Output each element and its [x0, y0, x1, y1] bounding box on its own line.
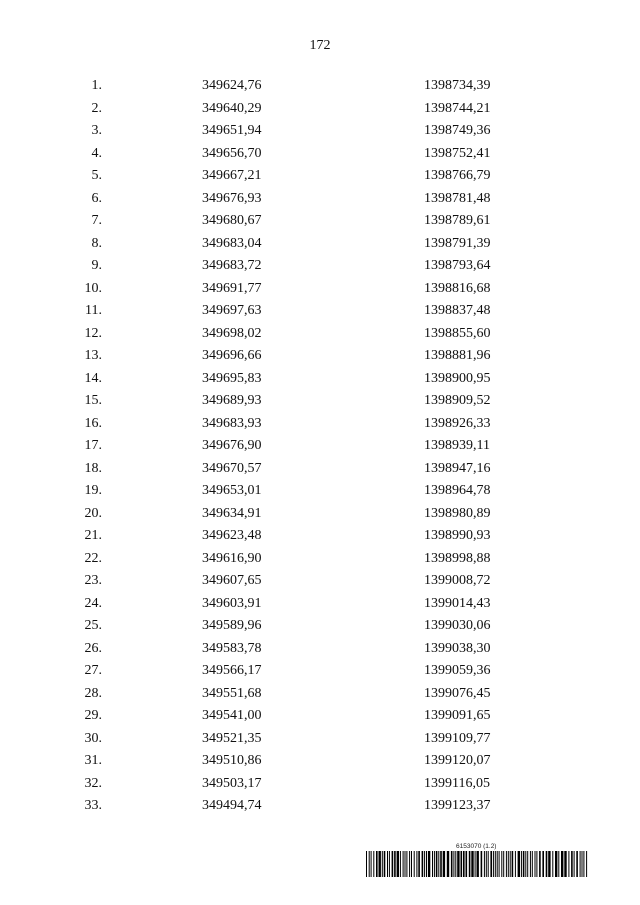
y-coordinate-cell: 1398734,39	[424, 78, 491, 93]
x-coordinate-cell: 349589,96	[202, 618, 262, 633]
table-row	[0, 323, 640, 346]
x-coordinate-cell: 349510,86	[202, 753, 262, 768]
table-row	[0, 683, 640, 706]
point-number-cell: 30.	[84, 730, 102, 746]
point-number-cell: 28.	[84, 685, 102, 701]
table-row	[0, 795, 640, 818]
point-number-cell: 25.	[84, 618, 102, 633]
table-row	[0, 345, 640, 368]
y-coordinate-cell: 1398964,78	[424, 483, 491, 498]
point-number-cell: 32.	[84, 775, 102, 791]
table-row	[0, 368, 640, 391]
y-coordinate-cell: 1399116,05	[424, 775, 490, 791]
y-coordinate-cell: 1398837,48	[424, 303, 491, 318]
point-number-cell: 21.	[84, 528, 102, 543]
table-row	[0, 773, 640, 796]
table-row	[0, 120, 640, 143]
x-coordinate-cell: 349521,35	[202, 730, 262, 746]
table-row	[0, 728, 640, 751]
y-coordinate-cell: 1399059,36	[424, 663, 491, 678]
point-number-cell: 24.	[84, 595, 102, 611]
y-coordinate-cell: 1398980,89	[424, 505, 491, 521]
x-coordinate-cell: 349695,83	[202, 370, 262, 386]
y-coordinate-cell: 1398990,93	[424, 528, 491, 543]
x-coordinate-cell: 349683,72	[202, 258, 262, 273]
y-coordinate-cell: 1398816,68	[424, 280, 491, 296]
y-coordinate-cell: 1398789,61	[424, 213, 491, 228]
table-row	[0, 390, 640, 413]
y-coordinate-cell: 1398998,88	[424, 550, 491, 566]
point-number-cell: 4.	[91, 145, 102, 161]
x-coordinate-cell: 349696,66	[202, 348, 262, 363]
point-number-cell: 11.	[85, 303, 102, 318]
point-number-cell: 14.	[84, 370, 102, 386]
table-row	[0, 188, 640, 211]
x-coordinate-cell: 349624,76	[202, 78, 262, 93]
y-coordinate-cell: 1399076,45	[424, 685, 491, 701]
x-coordinate-cell: 349698,02	[202, 325, 262, 341]
table-row	[0, 98, 640, 121]
x-coordinate-cell: 349676,93	[202, 190, 262, 206]
x-coordinate-cell: 349640,29	[202, 100, 262, 116]
table-row	[0, 750, 640, 773]
y-coordinate-cell: 1398781,48	[424, 190, 491, 206]
point-number-cell: 5.	[91, 168, 102, 183]
y-coordinate-cell: 1399123,37	[424, 798, 491, 813]
y-coordinate-cell: 1398855,60	[424, 325, 491, 341]
point-number-cell: 16.	[84, 415, 102, 431]
point-number-cell: 18.	[84, 460, 102, 476]
y-coordinate-cell: 1399120,07	[424, 753, 491, 768]
y-coordinate-cell: 1399091,65	[424, 708, 491, 723]
x-coordinate-cell: 349503,17	[202, 775, 262, 791]
x-coordinate-cell: 349583,78	[202, 640, 262, 656]
table-row	[0, 570, 640, 593]
table-row	[0, 210, 640, 233]
table-row	[0, 480, 640, 503]
table-row	[0, 503, 640, 526]
y-coordinate-cell: 1398909,52	[424, 393, 491, 408]
table-row	[0, 233, 640, 256]
point-number-cell: 26.	[84, 640, 102, 656]
x-coordinate-cell: 349676,90	[202, 438, 262, 453]
point-number-cell: 7.	[91, 213, 102, 228]
point-number-cell: 1.	[91, 78, 102, 93]
x-coordinate-cell: 349651,94	[202, 123, 262, 138]
x-coordinate-cell: 349656,70	[202, 145, 262, 161]
y-coordinate-cell: 1398926,33	[424, 415, 491, 431]
x-coordinate-cell: 349607,65	[202, 573, 262, 588]
y-coordinate-cell: 1398939,11	[424, 438, 490, 453]
point-number-cell: 13.	[84, 348, 102, 363]
point-number-cell: 2.	[91, 100, 102, 116]
x-coordinate-cell: 349697,63	[202, 303, 262, 318]
point-number-cell: 23.	[84, 573, 102, 588]
point-number-cell: 29.	[84, 708, 102, 723]
x-coordinate-cell: 349683,04	[202, 235, 262, 251]
y-coordinate-cell: 1398791,39	[424, 235, 491, 251]
y-coordinate-cell: 1399038,30	[424, 640, 491, 656]
x-coordinate-cell: 349541,00	[202, 708, 262, 723]
y-coordinate-cell: 1398749,36	[424, 123, 491, 138]
y-coordinate-cell: 1399008,72	[424, 573, 491, 588]
x-coordinate-cell: 349653,01	[202, 483, 262, 498]
x-coordinate-cell: 349689,93	[202, 393, 262, 408]
point-number-cell: 3.	[91, 123, 102, 138]
barcode-caption: 6153070 (1.2)	[456, 843, 497, 850]
table-row	[0, 458, 640, 481]
point-number-cell: 6.	[91, 190, 102, 206]
y-coordinate-cell: 1399030,06	[424, 618, 491, 633]
point-number-cell: 10.	[84, 280, 102, 296]
table-row	[0, 525, 640, 548]
table-row	[0, 255, 640, 278]
point-number-cell: 19.	[84, 483, 102, 498]
point-number-cell: 12.	[84, 325, 102, 341]
x-coordinate-cell: 349680,67	[202, 213, 262, 228]
point-number-cell: 31.	[84, 753, 102, 768]
point-number-cell: 17.	[84, 438, 102, 453]
x-coordinate-cell: 349667,21	[202, 168, 262, 183]
table-row	[0, 278, 640, 301]
y-coordinate-cell: 1398744,21	[424, 100, 491, 116]
x-coordinate-cell: 349623,48	[202, 528, 262, 543]
table-row	[0, 300, 640, 323]
y-coordinate-cell: 1398793,64	[424, 258, 491, 273]
x-coordinate-cell: 349566,17	[202, 663, 262, 678]
table-row	[0, 413, 640, 436]
y-coordinate-cell: 1398947,16	[424, 460, 491, 476]
point-number-cell: 9.	[91, 258, 102, 273]
x-coordinate-cell: 349691,77	[202, 280, 262, 296]
y-coordinate-cell: 1398900,95	[424, 370, 491, 386]
point-number-cell: 20.	[84, 505, 102, 521]
table-row	[0, 548, 640, 571]
page-number: 172	[309, 38, 331, 53]
x-coordinate-cell: 349683,93	[202, 415, 262, 431]
y-coordinate-cell: 1399014,43	[424, 595, 491, 611]
table-row	[0, 165, 640, 188]
y-coordinate-cell: 1398881,96	[424, 348, 491, 363]
table-row	[0, 435, 640, 458]
x-coordinate-cell: 349494,74	[202, 798, 262, 813]
barcode-bars	[366, 851, 590, 877]
coordinates-table	[0, 75, 640, 818]
y-coordinate-cell: 1398752,41	[424, 145, 491, 161]
point-number-cell: 22.	[84, 550, 102, 566]
y-coordinate-cell: 1399109,77	[424, 730, 491, 746]
x-coordinate-cell: 349634,91	[202, 505, 262, 521]
table-row	[0, 593, 640, 616]
point-number-cell: 33.	[84, 798, 102, 813]
table-row	[0, 660, 640, 683]
barcode	[366, 843, 590, 879]
point-number-cell: 15.	[84, 393, 102, 408]
table-row	[0, 615, 640, 638]
table-row	[0, 638, 640, 661]
y-coordinate-cell: 1398766,79	[424, 168, 491, 183]
x-coordinate-cell: 349551,68	[202, 685, 262, 701]
x-coordinate-cell: 349603,91	[202, 595, 262, 611]
x-coordinate-cell: 349616,90	[202, 550, 262, 566]
x-coordinate-cell: 349670,57	[202, 460, 262, 476]
table-row	[0, 75, 640, 98]
point-number-cell: 8.	[91, 235, 102, 251]
table-row	[0, 143, 640, 166]
point-number-cell: 27.	[84, 663, 102, 678]
table-row	[0, 705, 640, 728]
